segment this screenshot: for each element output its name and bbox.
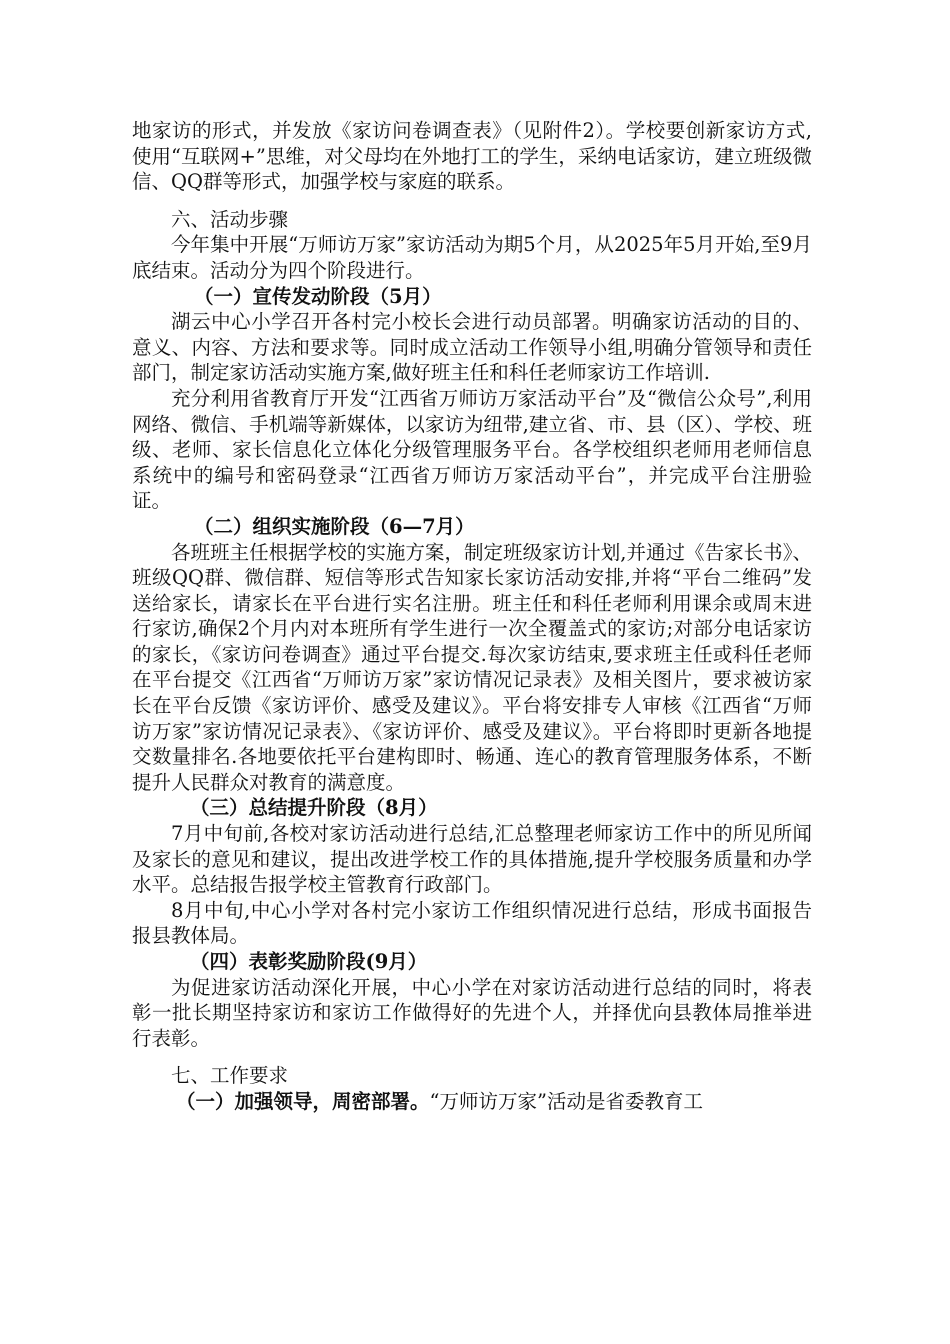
stage1-paragraph-b: 充分利用省教育厅开发“江西省万师访万家活动平台”及“微信公众号”,利用网络、微信、手机端等新媒体，以家访为纽带,建立省、市、县（区）、学校、班级、老师、家长信息化立体化分级管理服务平台。各学校组织老师用老师信息系统中的编号和密码登录“江西省万师访万家活动平台”，并完成平台注册验证。 [132,386,812,513]
stage3-heading: （三）总结提升阶段（8月） [190,796,438,820]
activity-steps-paragraph: 今年集中开展“万师访万家”家访活动为期5个月，从2025年5月开始,至9月底结束。活动分为四个阶段进行。 [132,233,812,282]
stage3-paragraph-a: 7月中旬前,各校对家访活动进行总结,汇总整理老师家访工作中的所见所闻及家长的意见和建议，提出改进学校工作的具体措施,提升学校服务质量和办学水平。总结报告报学校主管教育行政部门。 [132,822,812,897]
stage2-heading: （二）组织实施阶段（6—7月） [194,514,475,538]
section-heading-activity-steps: 六、活动步骤 [171,207,289,231]
stage1-paragraph-a: 湖云中心小学召开各村完小校长会进行动员部署。明确家访活动的目的、意义、内容、方法和要求等。同时成立活动工作领导小组,明确分管领导和责任部门，制定家访活动实施方案,做好班主任和科任老师家访工作培训. [132,310,812,385]
intro-paragraph: 地家访的形式，并发放《家访问卷调查表》（见附件2）。学校要创新家访方式,使用“互联网+”思维，对父母均在外地打工的学生，采纳电话家访，建立班级微信、QQ群等形式，加强学校与家庭的联系。 [132,119,812,194]
stage2-paragraph: 各班班主任根据学校的实施方案，制定班级家访计划,并通过《告家长书》、班级QQ群、微信群、短信等形式告知家长家访活动安排,并将“平台二维码”发送给家长，请家长在平台进行实名注册。班主任和科任老师利用课余或周末进行家访,确保2个月内对本班所有学生进行一次全覆盖式的家访;对部分电话家访的家长，《家访问卷调查》通过平台提交.每次家访结束,要求班主任或科任老师在平台提交《江西省“万师访万家”家访情况记录表》及相关图片，要求被访家长在平台反馈《家访评价、感受及建议》。平台将安排专人审核《江西省“万师访万家”家访情况记录表》、《家访评价、感受及建议》。平台将即时更新各地提交数量排名.各地要依托平台建构即时、畅通、连心的教育管理服务体系，不断提升人民群众对教育的满意度。 [132,540,812,794]
stage1-heading: （一）宣传发动阶段（5月） [194,284,442,308]
requirement1-title: （一）加强领导，周密部署。 [176,1089,430,1113]
stage3-paragraph-b: 8月中旬,中心小学对各村完小家访工作组织情况进行总结，形成书面报告报县教体局。 [132,898,812,948]
requirement1-text: “万师访万家”活动是省委教育工 [429,1089,703,1113]
document-page [132,118,812,1115]
stage4-paragraph: 为促进家访活动深化开展，中心小学在对家访活动进行总结的同时，将表彰一批长期坚持家访和家访工作做得好的先进个人，并择优向县教体局推举进行表彰。 [132,975,812,1050]
section-heading-work-requirements: 七、工作要求 [171,1064,289,1088]
requirement1-paragraph [132,1089,812,1115]
stage4-heading: （四）表彰奖励阶段(9月） [190,950,428,973]
